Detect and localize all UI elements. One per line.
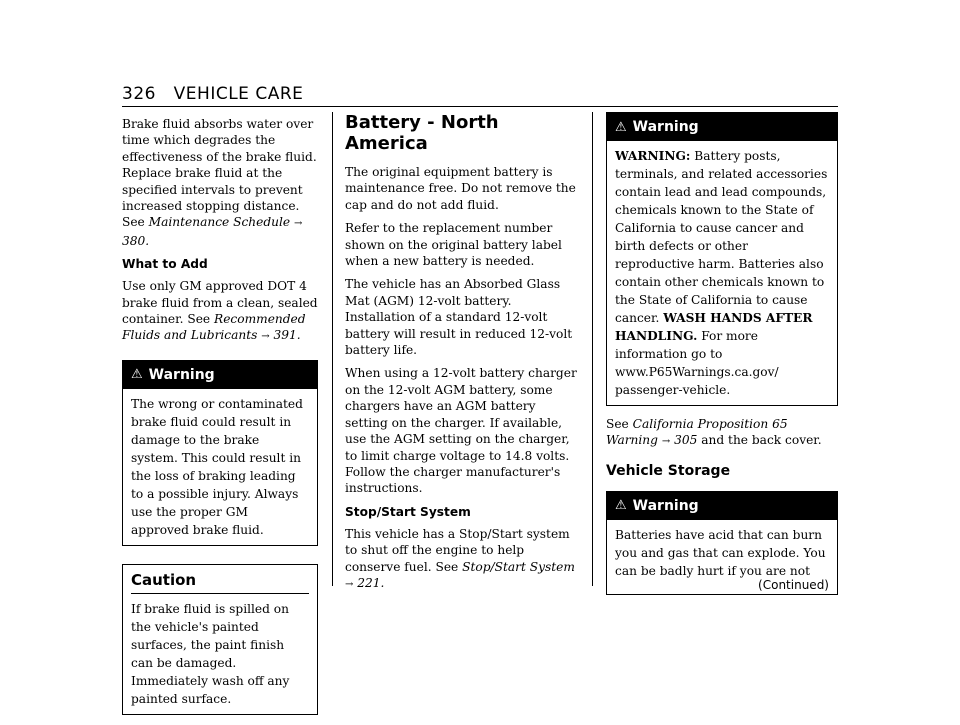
continued-label: (Continued)	[758, 577, 829, 592]
column-1	[122, 116, 318, 725]
page-reference-icon: →	[294, 218, 303, 230]
caution-text: If brake fluid is spilled on the vehicle's painted surfaces, the paint finish can be damaged. Immediately wash off any painted surface.	[131, 601, 290, 706]
paragraph: The vehicle has an Absorbed Glass Mat (AGM) 12-volt battery. Installation of a standard 12-volt battery will result in reduced 12-volt battery life.	[345, 277, 573, 358]
warning-text: The wrong or contaminated brake fluid could result in damage to the brake system. This could result in the loss of braking leading to a possible injury. Always use the proper GM approved brake fluid.	[131, 396, 303, 537]
caution-box	[122, 564, 318, 715]
column-divider	[332, 112, 333, 586]
warning-header: ⚠ Warning	[607, 492, 837, 520]
column-3	[606, 112, 838, 605]
paragraph: Refer to the replacement number shown on the original battery label when a new battery is needed.	[345, 221, 562, 269]
page-number: 326	[122, 84, 156, 104]
paragraph: See California Proposition 65 Warning → 305 and the back cover.	[606, 417, 822, 448]
cross-reference[interactable]: Maintenance Schedule → 380.	[122, 215, 303, 248]
paragraph: This vehicle has a Stop/Start system to shut off the engine to help conserve fuel. See Stop/Start System → 221.	[345, 526, 575, 590]
page-reference-icon: →	[261, 331, 270, 343]
warning-triangle-icon: ⚠	[131, 367, 143, 383]
warning-box	[606, 491, 838, 595]
paragraph: The original equipment battery is maintenance free. Do not remove the cap and do not add fluid.	[345, 165, 576, 212]
column-2	[345, 112, 577, 600]
paragraph: When using a 12-volt battery charger on the 12-volt AGM battery, some chargers have an AGM battery setting on the charger. If available, use the AGM setting on the charger, to limit charge voltage to 14.8 volts. Follow the charger manufacturer's instructions.	[345, 366, 577, 496]
paragraph: Brake fluid absorbs water over time which degrades the effectiveness of the brake fluid. Replace brake fluid at the specified intervals to prevent increased stopping distance. See Maintenance Schedule → 380.	[122, 117, 317, 248]
cross-reference[interactable]: California Proposition 65 Warning → 305	[606, 417, 788, 448]
warning-box	[606, 112, 838, 406]
section-heading: Battery - North America	[345, 112, 499, 154]
header-rule	[122, 106, 838, 107]
caution-header: Caution	[131, 565, 309, 594]
warning-text: Batteries have acid that can burn you and gas that can explode. You can be badly hurt if you are not	[615, 527, 826, 578]
subheading: What to Add	[122, 257, 208, 272]
paragraph: Use only GM approved DOT 4 brake fluid from a clean, sealed container. See Recommended Fluids and Lubricants → 391.	[122, 279, 318, 343]
warning-box	[122, 360, 318, 546]
warning-header: ⚠ Warning	[123, 361, 317, 389]
warning-triangle-icon: ⚠	[615, 119, 627, 135]
page-reference-icon: →	[661, 436, 671, 448]
column-divider	[592, 112, 593, 586]
section-title: VEHICLE CARE	[173, 84, 304, 104]
page-reference-icon: →	[345, 578, 354, 590]
warning-header: ⚠ Warning	[607, 113, 837, 141]
cross-reference[interactable]: Stop/Start System → 221.	[345, 559, 575, 590]
warning-triangle-icon: ⚠	[615, 498, 627, 514]
section-heading: Vehicle Storage	[606, 462, 731, 479]
warning-text: WARNING: Battery posts, terminals, and related accessories contain lead and lead compounds, chemicals known to the State of California to cause cancer and birth defects or other reproductive harm. Batteries also contain other chemicals known to the State of California to cause cancer. WASH HANDS AFTER HANDLING. For more information go to www.P65Warnings.ca.gov/ passenger-vehicle.	[615, 149, 828, 397]
page-header	[122, 84, 303, 104]
cross-reference[interactable]: Recommended Fluids and Lubricants → 391.	[122, 312, 306, 343]
subheading: Stop/Start System	[345, 504, 471, 519]
